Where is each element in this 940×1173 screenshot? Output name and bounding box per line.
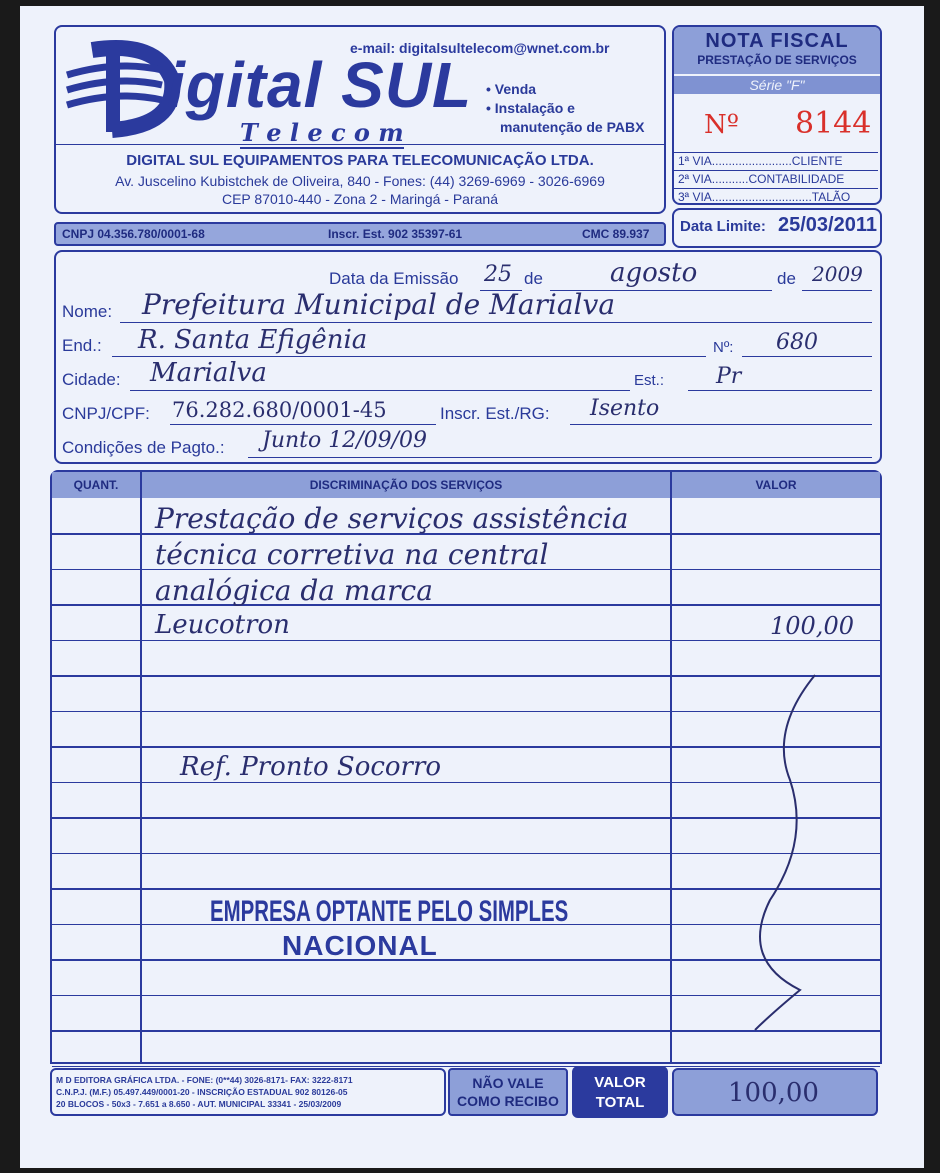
service-manutencao: manutenção de PABX: [500, 119, 645, 135]
valor-total-line-1: VALOR: [594, 1074, 646, 1091]
nota-serie: Série "F": [674, 76, 880, 94]
valor-total-line-2: TOTAL: [595, 1094, 645, 1111]
printer-line-3: 20 BLOCOS - 50x3 - 7.651 a 8.650 - AUT. MUNICIPAL 33341 - 25/03/2009: [56, 1099, 342, 1109]
stamp-line-1: EMPRESA OPTANTE PELO SIMPLES: [210, 895, 569, 928]
emissao-month: agosto: [610, 258, 698, 288]
ref-text: Ref. Pronto Socorro: [180, 752, 442, 782]
header-divider: [56, 144, 664, 145]
inscr-line: [570, 424, 872, 425]
inscr-value: Isento: [590, 396, 660, 421]
nao-vale-label: [448, 1074, 568, 1110]
col-valor-header: VALOR: [672, 472, 880, 498]
col-quant-header: QUANT.: [52, 472, 140, 498]
valor-total-label: [572, 1073, 668, 1113]
total-value: 100,00: [728, 1078, 819, 1108]
col-divider-1: [140, 472, 142, 1062]
data-limite-value: 25/03/2011: [778, 214, 877, 236]
num-line: [742, 356, 872, 357]
nota-title: NOTA FISCAL: [705, 30, 849, 52]
nota-numero: 8144: [795, 106, 872, 141]
via-3: 3ª VIA..............................TALÃO: [674, 188, 878, 206]
printer-line-2: C.N.P.J. (M.F.) 05.497.449/0001-20 - INSCRIÇÃO ESTADUAL 902 80126-05: [56, 1087, 348, 1097]
service-instalacao: • Instalação e: [486, 100, 575, 116]
nao-vale-line-1: NÃO VALE: [472, 1075, 544, 1091]
via-2: 2ª VIA...........CONTABILIDADE: [674, 170, 878, 188]
cidade-value: Marialva: [150, 358, 267, 388]
table-row-line: [52, 1066, 880, 1068]
company-address-1: Av. Juscelino Kubistchek de Oliveira, 840 - Fones: (44) 3269-6969 - 3026-6969: [115, 173, 605, 189]
end-value: R. Santa Efigênia: [138, 325, 368, 355]
cnpj-label: CNPJ/CPF:: [62, 404, 150, 423]
col-desc-header: DISCRIMINAÇÃO DOS SERVIÇOS: [142, 472, 670, 498]
nao-vale-line-2: COMO RECIBO: [457, 1093, 559, 1109]
cond-line: [248, 457, 872, 458]
num-value: 680: [776, 330, 818, 355]
emissao-year-line: [802, 290, 872, 291]
vias-list: [674, 152, 878, 206]
cond-label: Condições de Pagto.:: [62, 438, 225, 457]
emissao-label: Data da Emissão: [329, 269, 459, 288]
col-divider-2: [670, 472, 672, 1062]
inscr-label: Inscr. Est./RG:: [440, 404, 550, 423]
num-label: Nº:: [713, 339, 734, 356]
end-line: [112, 356, 706, 357]
est-line: [688, 390, 872, 391]
services-list: [486, 80, 644, 137]
logo-d-mark: [62, 30, 182, 145]
cnpj-text: CNPJ 04.356.780/0001-68: [62, 227, 205, 241]
desc-line-3: analógica da marca: [155, 574, 433, 607]
cidade-line: [130, 390, 630, 391]
legal-name: DIGITAL SUL EQUIPAMENTOS PARA TELECOMUNICAÇÃO LTDA.: [126, 152, 594, 169]
est-label: Est.:: [634, 372, 665, 389]
printer-info: [56, 1074, 353, 1110]
via-1: 1ª VIA........................CLIENTE: [674, 152, 878, 170]
valor-value: 100,00: [770, 612, 854, 640]
customer-form-box: [54, 250, 882, 464]
printer-line-1: M D EDITORA GRÁFICA LTDA. - FONE: (0**44) 3026-8171- FAX: 3222-8171: [56, 1075, 353, 1085]
cond-value: Junto 12/09/09: [262, 428, 428, 453]
service-venda: • Venda: [486, 81, 537, 97]
nota-numero-label: Nº: [704, 110, 739, 140]
cnpj-value: 76.282.680/0001-45: [172, 398, 387, 422]
cmc-text: CMC 89.937: [582, 227, 650, 241]
nome-line: [120, 322, 872, 323]
stamp-line-2: NACIONAL: [282, 930, 438, 961]
logo-text: igital SUL: [167, 49, 473, 121]
logo-sub: T e l e c o m: [240, 118, 404, 147]
end-label: End.:: [62, 336, 102, 355]
cnpj-line: [170, 424, 436, 425]
est-value: Pr: [716, 364, 742, 389]
emissao-day: 25: [484, 262, 512, 287]
desc-line-4: Leucotron: [155, 610, 290, 640]
inscr-text: Inscr. Est. 902 35397-61: [328, 227, 463, 241]
nome-label: Nome:: [62, 302, 113, 321]
de-label-1: de: [524, 269, 543, 288]
de-label-2: de: [777, 269, 796, 288]
cidade-label: Cidade:: [62, 370, 121, 389]
company-email: e-mail: digitalsultelecom@wnet.com.br: [350, 40, 610, 56]
emissao-year: 2009: [812, 262, 863, 286]
nota-subtitle: PRESTAÇÃO DE SERVIÇOS: [697, 53, 857, 67]
cancel-squiggle: [730, 670, 840, 1050]
nome-value: Prefeitura Municipal de Marialva: [142, 288, 616, 321]
desc-line-1: Prestação de serviços assistência: [155, 502, 629, 535]
data-limite-label: Data Limite:: [680, 218, 766, 235]
desc-line-2: técnica corretiva na central: [155, 538, 549, 571]
company-address-2: CEP 87010-440 - Zona 2 - Maringá - Paraná: [221, 191, 498, 207]
